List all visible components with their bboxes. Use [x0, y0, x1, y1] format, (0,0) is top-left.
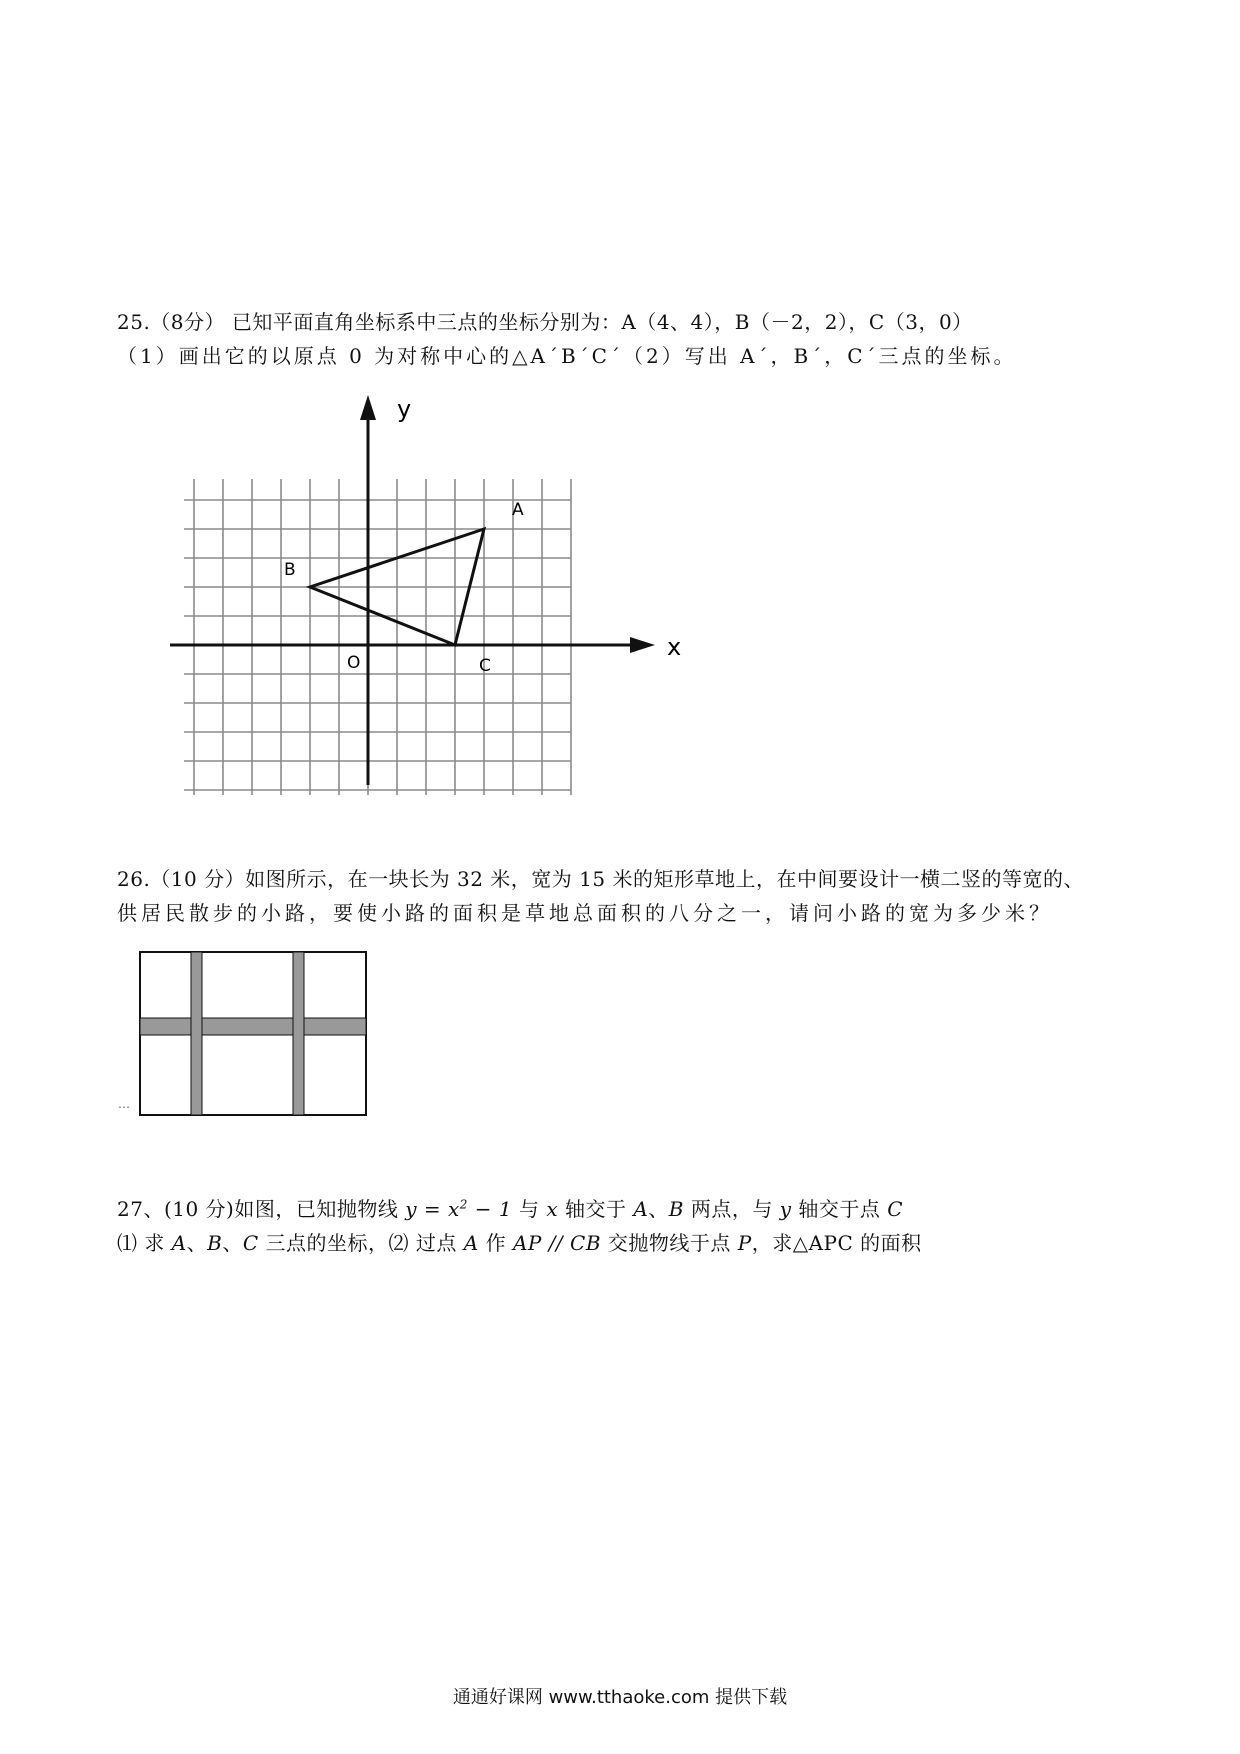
- q25-point-a-label: A: [512, 500, 524, 520]
- q27-text-2a: ⑴ 求: [117, 1231, 172, 1255]
- q27-p-var: P: [737, 1231, 752, 1255]
- q26-vertical-path-left: [191, 952, 202, 1115]
- q27-b-var: B: [668, 1197, 684, 1221]
- q27-c-var-2: C: [242, 1231, 259, 1255]
- q26-line2: 供居民散步的小路，要使小路的面积是草地总面积的八分之一，请问小路的宽为多少米？: [117, 901, 1053, 925]
- q27-x-var: x: [546, 1197, 559, 1221]
- q27-text-2e: ，求△APC 的面积: [751, 1231, 922, 1255]
- q26-ellipsis-mark: …: [118, 1097, 130, 1111]
- q27-b-var-2: B: [207, 1231, 223, 1255]
- q27-line1: [117, 1193, 903, 1222]
- q25-point-c-label: C: [479, 656, 491, 676]
- q27-text-1a: 27、(10 分)如图，已知抛物线: [117, 1197, 406, 1221]
- q27-sep-2: 、: [186, 1231, 208, 1255]
- q27-text-1b: 与: [512, 1197, 547, 1221]
- q27-formula: y = x: [405, 1197, 460, 1221]
- q27-sep: 、: [648, 1197, 669, 1221]
- q27-a-var-2: A: [171, 1231, 187, 1255]
- q27-text-2c: 作: [478, 1231, 513, 1255]
- q25-coordinate-figure: [135, 385, 715, 815]
- q27-a-var-3: A: [463, 1231, 479, 1255]
- q27-text-2d: 交抛物线于点: [601, 1231, 738, 1255]
- q27-formula-exponent: 2: [459, 1197, 468, 1212]
- q26-line1: 26.（10 分）如图所示，在一块长为 32 米，宽为 15 米的矩形草地上，在中间要设计一横二竖的等宽的、: [117, 867, 1084, 891]
- q27-y-var: y: [779, 1197, 792, 1221]
- q26-vertical-path-right: [293, 952, 304, 1115]
- q26-horizontal-path: [140, 1018, 366, 1035]
- q25-x-axis-arrow: [630, 637, 655, 653]
- q27-line2: [117, 1227, 922, 1256]
- q25-x-label: x: [667, 633, 682, 661]
- q27-text-1d: 两点，与: [684, 1197, 780, 1221]
- q25-grid: [184, 479, 571, 795]
- q27-text-1c: 轴交于: [558, 1197, 634, 1221]
- q27-ap-parallel-cb: AP // CB: [512, 1231, 602, 1255]
- q25-origin-label: O: [347, 653, 361, 673]
- q26-lawn-figure: [115, 945, 385, 1120]
- q27-c-var: C: [887, 1197, 904, 1221]
- q25-y-axis-arrow: [360, 395, 376, 420]
- q25-y-label: y: [397, 395, 412, 423]
- q25-line2: （1）画出它的以原点 0 为对称中心的△A´B´C´（2）写出 A´，B´，C´三点的坐标。: [117, 344, 1017, 368]
- q27-text-2b: 三点的坐标，⑵ 过点: [258, 1231, 464, 1255]
- q25-line1: 25.（8分） 已知平面直角坐标系中三点的坐标分别为：A（4、4），B（－2，2），C（3，0）: [117, 310, 973, 334]
- q27-sep-3: 、: [222, 1231, 243, 1255]
- q27-formula-tail: − 1: [467, 1197, 513, 1221]
- footer-source: 通通好课网 www.tthaoke.com 提供下载: [452, 1687, 788, 1708]
- q27-a-var: A: [633, 1197, 649, 1221]
- q25-point-b-label: B: [284, 560, 296, 580]
- q27-text-1e: 轴交于点: [791, 1197, 888, 1221]
